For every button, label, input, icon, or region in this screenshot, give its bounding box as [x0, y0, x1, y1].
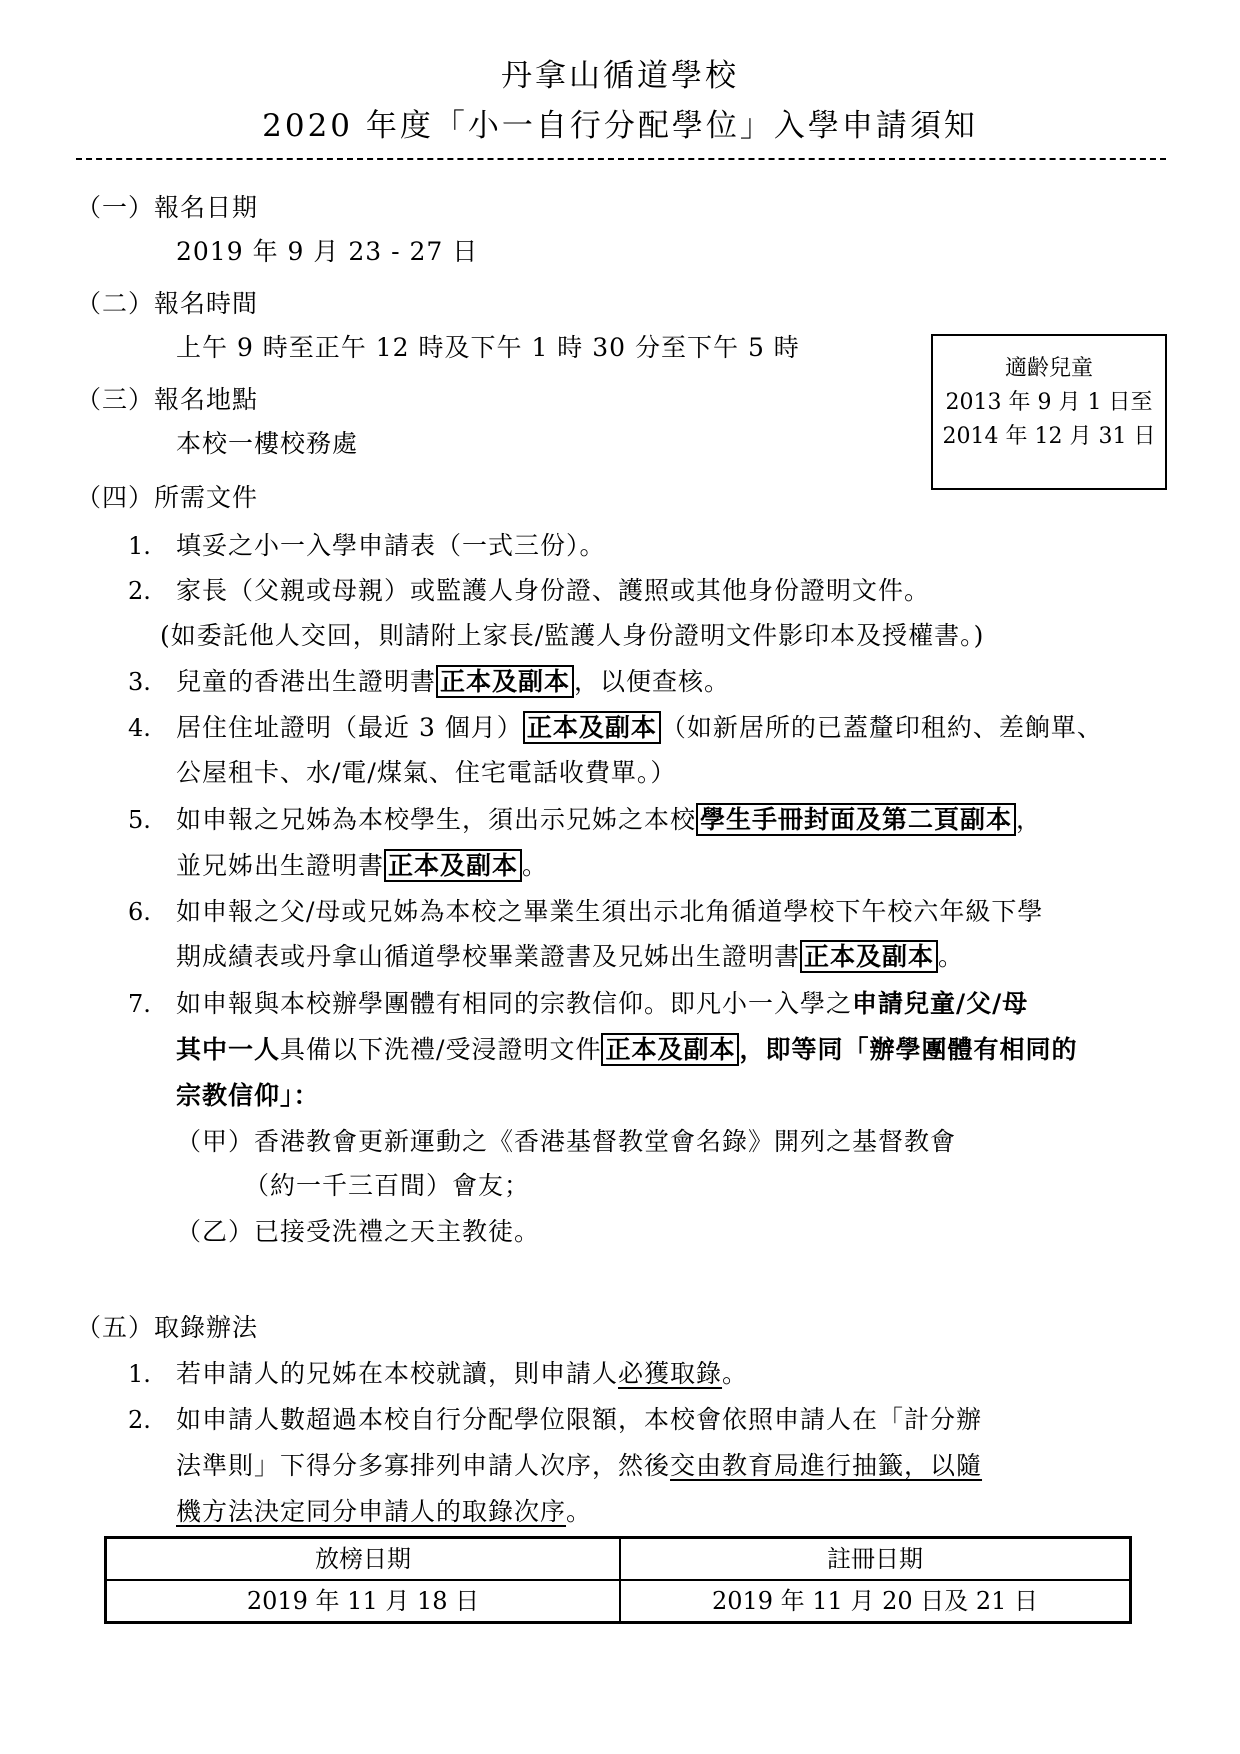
item-number: 1.	[128, 1360, 151, 1388]
s5-item2-line3-end: 。	[566, 1497, 593, 1526]
section4-label: （四）所需文件	[76, 483, 259, 512]
eligible-age-box	[931, 334, 1167, 490]
item-number: 7.	[128, 990, 151, 1018]
s5-item1-end: 。	[722, 1359, 749, 1388]
s5-item1-text: 若申請人的兄姊在本校就讀，則申請人	[176, 1359, 619, 1388]
section4-item7	[176, 988, 1028, 1020]
item7-text: 如申報與本校辦學團體有相同的宗教信仰。即凡小一入學之	[176, 989, 853, 1018]
age-box-title: 適齡兒童	[1004, 356, 1093, 381]
s5-item2-line2-text: 法準則」下得分多寡排列申請人次序，然後	[176, 1451, 671, 1480]
section4-item2: 家長（父親或母親）或監護人身份證、護照或其他身份證明文件。	[176, 576, 931, 605]
section5-label: （五）取錄辦法	[76, 1313, 259, 1342]
item-number: 5.	[128, 806, 151, 834]
age-box-to: 2014 年 12 月 31 日	[942, 424, 1156, 449]
item6-line2-end: 。	[938, 942, 965, 971]
dashed-divider	[76, 158, 1166, 160]
item-number: 3.	[128, 668, 151, 696]
section4-item7-line3: 宗教信仰」：	[176, 1081, 320, 1110]
school-name: 丹拿山循道學校	[501, 58, 739, 94]
table-cell-registration-date: 2019 年 11 月 20 日及 21 日	[711, 1587, 1039, 1615]
handbook-copy-box: 學生手冊封面及第二頁副本	[696, 803, 1016, 836]
item5-text-end: ，	[1016, 805, 1043, 834]
item-number: 2.	[128, 1406, 151, 1434]
section2-label: （二）報名時間	[76, 289, 259, 318]
section4-item6-line2	[176, 941, 964, 973]
section4-item5	[176, 804, 1042, 836]
s5-item2-line3-underlined: 機方法決定同分申請人的取錄次序	[176, 1497, 567, 1526]
item5-text: 如申報之兄姊為本校學生，須出示兄姊之本校	[176, 805, 697, 834]
section2-text: 上午 9 時至正午 12 時及下午 1 時 30 分至下午 5 時	[176, 333, 800, 362]
section4-item3	[176, 666, 730, 698]
item-number: 4.	[128, 714, 151, 742]
age-box-from: 2013 年 9 月 1 日至	[945, 390, 1153, 415]
original-and-copy-box: 正本及副本	[384, 849, 522, 882]
s5-item2-line2-underlined: 交由教育局進行抽籤，以隨	[670, 1451, 983, 1480]
item-number: 6.	[128, 898, 151, 926]
section5-item2-line2	[176, 1450, 982, 1482]
item4-text: 居住住址證明（最近 3 個月）	[176, 713, 523, 742]
table-header-results-date: 放榜日期	[315, 1545, 411, 1573]
table-header-registration-date: 註冊日期	[827, 1545, 923, 1573]
original-and-copy-box: 正本及副本	[601, 1033, 739, 1066]
s5-item1-underlined: 必獲取錄	[618, 1359, 723, 1388]
section4-item6: 如申報之父/母或兄姊為本校之畢業生須出示北角循道學校下午校六年級下學	[176, 897, 1044, 926]
section1-text: 2019 年 9 月 23 - 27 日	[176, 237, 479, 266]
table-cell-results-date: 2019 年 11 月 18 日	[246, 1587, 480, 1615]
item-number: 1.	[128, 532, 151, 560]
section4-item4	[176, 712, 1103, 744]
item7-bold-applicant: 申請兒童/父/母	[852, 989, 1029, 1018]
section5-item2-line3	[176, 1496, 592, 1528]
item5-line2-text: 並兄姊出生證明書	[176, 851, 385, 880]
item4-text-end: （如新居所的已蓋釐印租約、差餉單、	[660, 713, 1103, 742]
item3-text-end: ，以便查核。	[574, 667, 731, 696]
section4-item7-sub-b: （乙）已接受洗禮之天主教徒。	[176, 1217, 541, 1246]
original-and-copy-box: 正本及副本	[436, 665, 574, 698]
item7-bold-one: 其中一人	[176, 1035, 281, 1064]
dates-table	[104, 1536, 1132, 1624]
section1-label: （一）報名日期	[76, 193, 259, 222]
document-title: 2020 年度「小一自行分配學位」入學申請須知	[262, 108, 978, 144]
section5-item2: 如申請人數超過本校自行分配學位限額，本校會依照申請人在「計分辦	[176, 1405, 983, 1434]
section4-item2-note: (如委託他人交回，則請附上家長/監護人身份證明文件影印本及授權書。)	[160, 621, 985, 650]
item5-line2-end: 。	[522, 851, 549, 880]
item-number: 2.	[128, 577, 151, 605]
section5-item1	[176, 1358, 748, 1390]
section4-item7-sub-a: （甲）香港教會更新運動之《香港基督教堂會名錄》開列之基督教會	[176, 1127, 957, 1156]
section3-text: 本校一樓校務處	[176, 429, 359, 458]
original-and-copy-box: 正本及副本	[800, 940, 938, 973]
section4-item7-line2	[176, 1034, 1077, 1066]
section4-item7-sub-a2: （約一千三百間）會友；	[244, 1171, 531, 1200]
item6-line2-text: 期成績表或丹拿山循道學校畢業證書及兄姊出生證明書	[176, 942, 801, 971]
section3-label: （三）報名地點	[76, 385, 259, 414]
section4-item5-line2	[176, 850, 548, 882]
original-and-copy-box: 正本及副本	[523, 711, 661, 744]
item7-line2-text: 具備以下洗禮/受浸證明文件	[280, 1035, 602, 1064]
section4-item1: 填妥之小一入學申請表（一式三份）。	[176, 531, 606, 560]
item7-bold-same-religion: ，即等同「辦學團體有相同的	[739, 1035, 1078, 1064]
item3-text: 兒童的香港出生證明書	[176, 667, 437, 696]
section4-item4-line2: 公屋租卡、水/電/煤氣、住宅電話收費單。）	[176, 758, 677, 787]
